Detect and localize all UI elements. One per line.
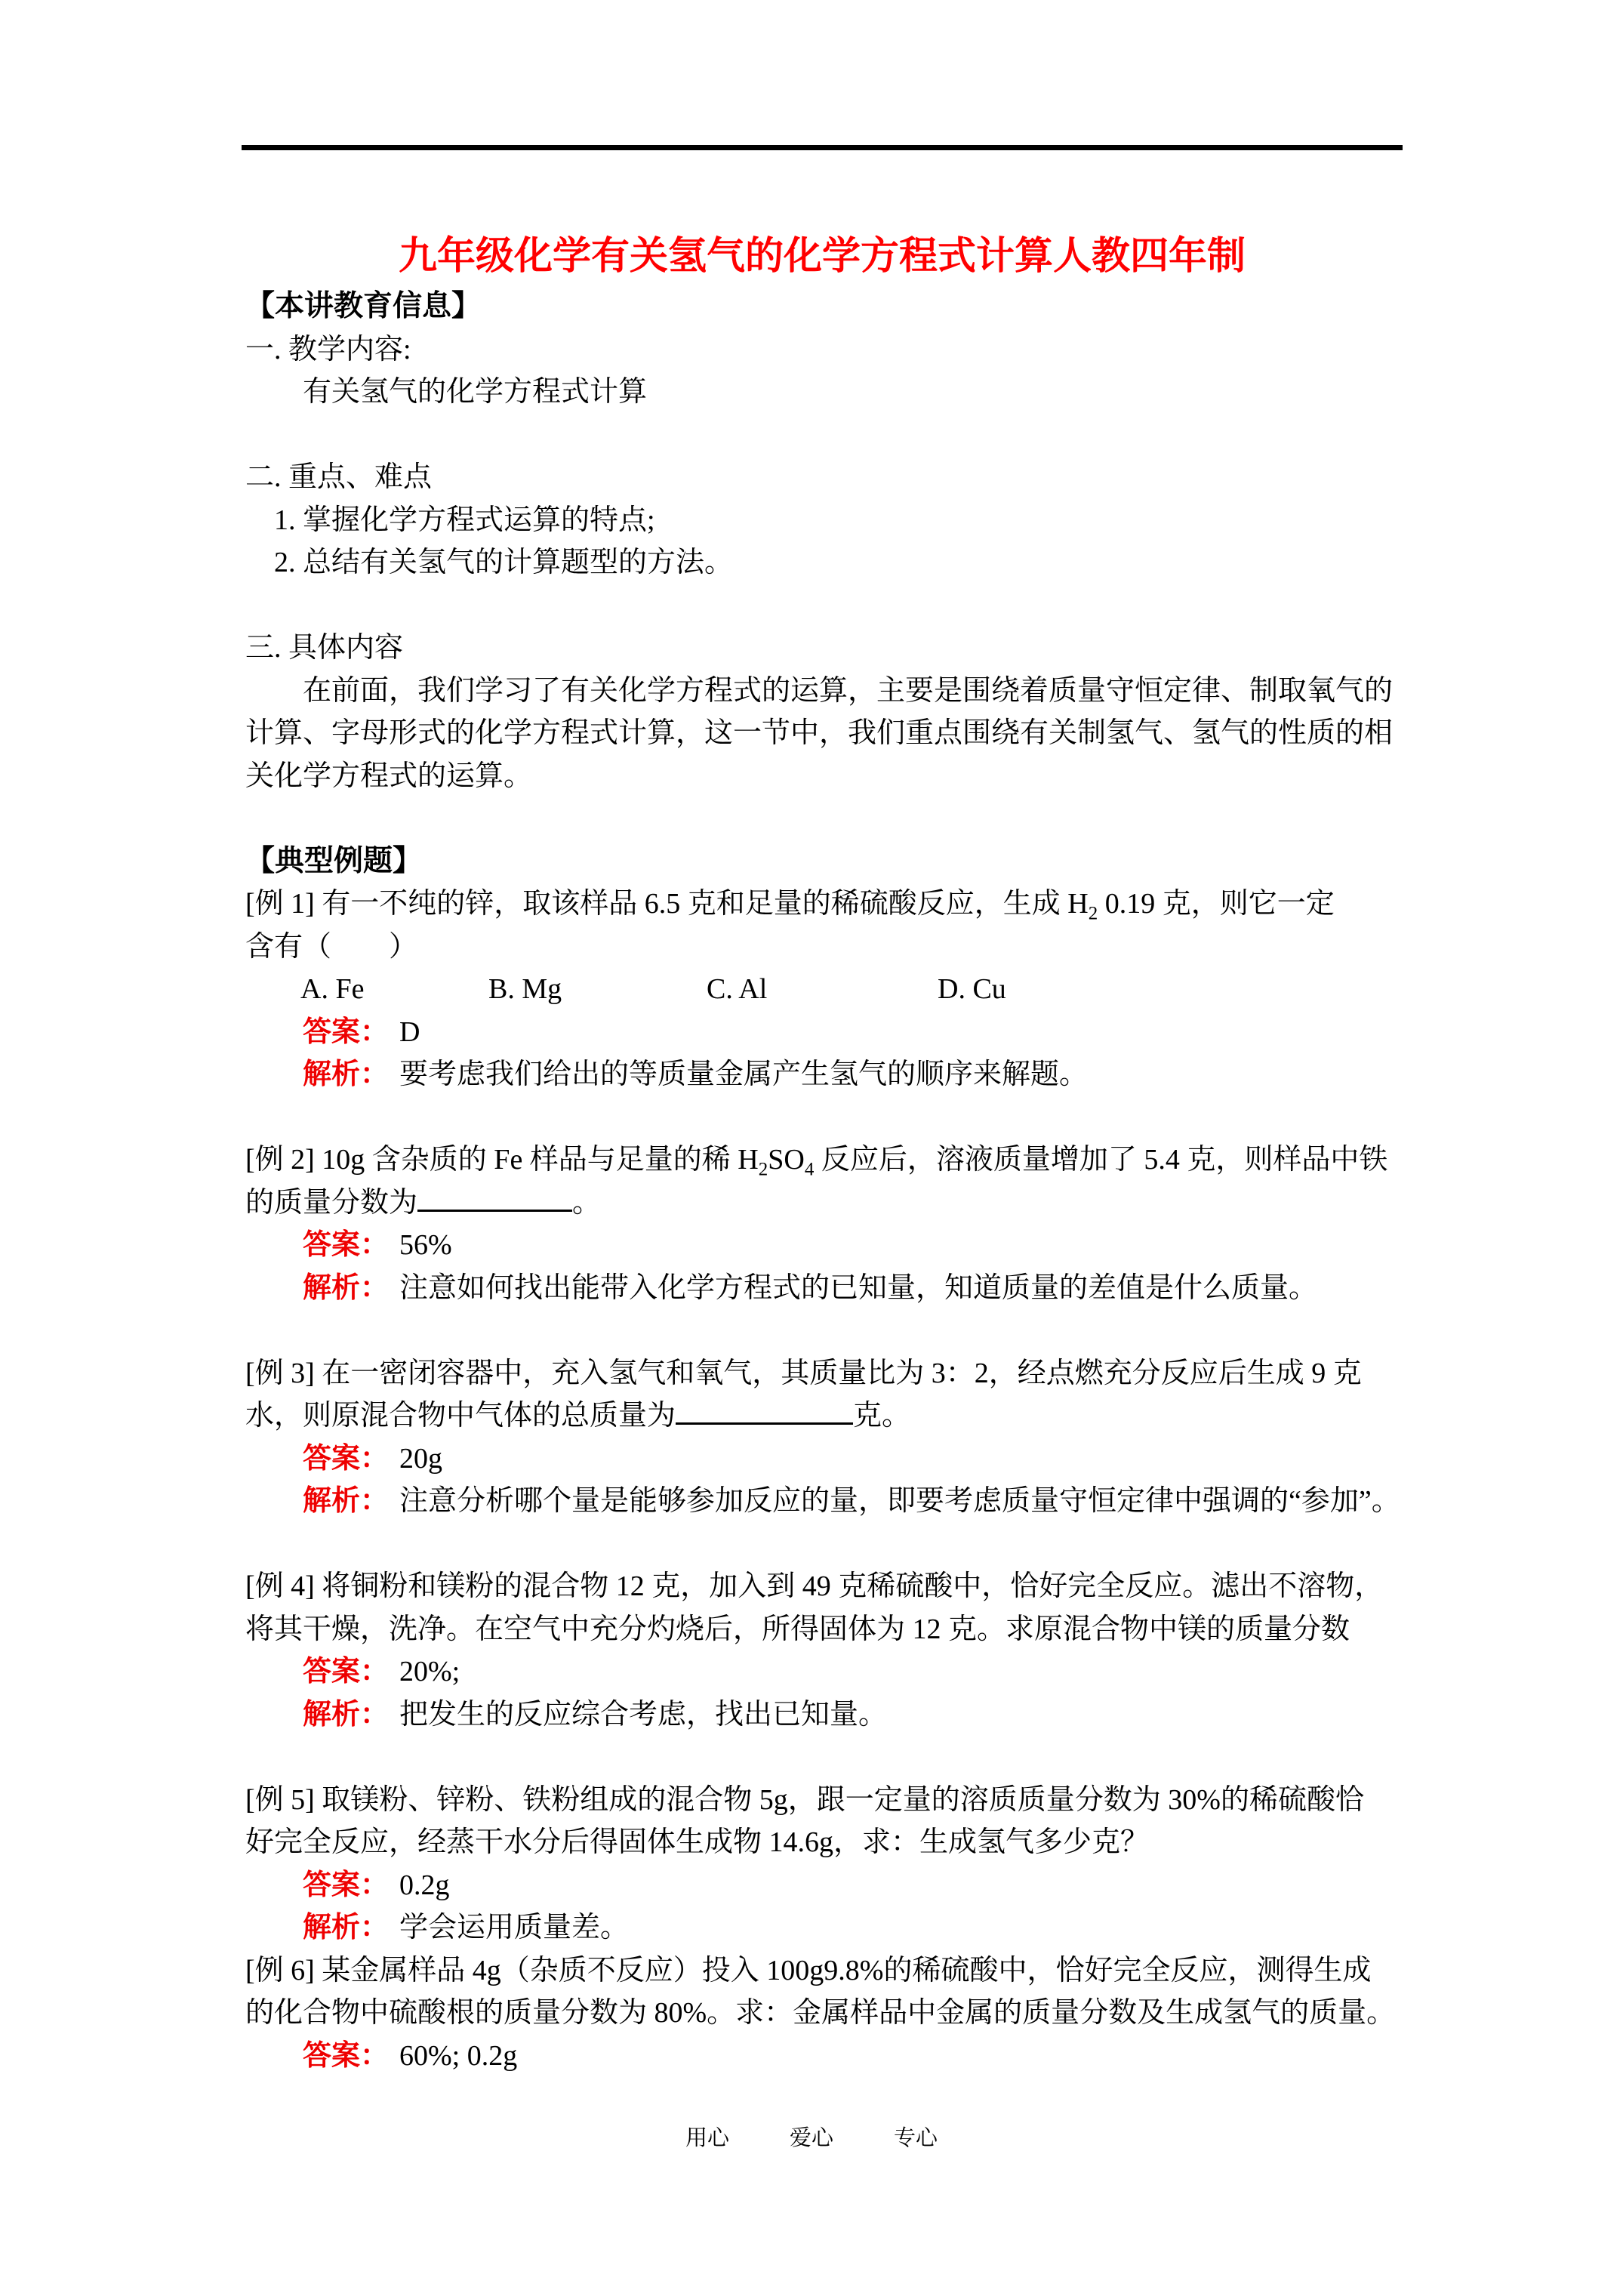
example-6-answer: [245, 2035, 1408, 2078]
example-2-text: 。: [572, 1186, 602, 1219]
example-2-text: SO: [768, 1144, 805, 1176]
content-heading: 三. 具体内容: [245, 632, 404, 664]
blank-line: [245, 797, 1408, 840]
analysis-value: 注意如何找出能带入化学方程式的已知量，知道质量的差值是什么质量。: [399, 1271, 1318, 1304]
example-4-answer: [245, 1650, 1408, 1693]
example-2-text: 反应后，溶液质量增加了 5.4 克，则样品中铁: [814, 1144, 1388, 1176]
example-5-line-1: [例 5] 取镁粉、锌粉、铁粉组成的混合物 5g，跟一定量的溶质质量分数为 30%的稀硫酸恰: [245, 1783, 1364, 1816]
example-3-line-2: [245, 1395, 1408, 1438]
answer-value: D: [399, 1015, 420, 1048]
option-b: B. Mg: [488, 973, 562, 1005]
blank-line: [245, 1309, 1408, 1352]
option-a: A. Fe: [300, 973, 365, 1005]
example-6-line-1: [例 6] 某金属样品 4g（杂质不反应）投入 100g9.8%的稀硫酸中，恰好完全反应，测得生成: [245, 1954, 1372, 1986]
analysis-value: 注意分析哪个量是能够参加反应的量，即要考虑质量守恒定律中强调的“参加”。: [399, 1485, 1400, 1517]
subscript: 4: [804, 1159, 815, 1180]
example-1-line-1: [245, 883, 1408, 926]
answer-value: 56%: [399, 1229, 452, 1261]
keypoints-item-1: 1. 掌握化学方程式运算的特点;: [274, 504, 655, 536]
keypoints-item-2: 2. 总结有关氢气的计算题型的方法。: [274, 547, 734, 578]
example-4-line-1: [例 4] 将铜粉和镁粉的混合物 12 克，加入到 49 克稀硫酸中，恰好完全反应。滤出不溶物，: [245, 1570, 1384, 1602]
analysis-label: 解析：: [303, 1271, 390, 1304]
option-d: D. Cu: [938, 973, 1006, 1005]
example-1-text: [例 1] 有一不纯的锌，取该样品 6.5 克和足量的稀硫酸反应，生成 H: [245, 888, 1089, 920]
example-2-line-1: [245, 1139, 1408, 1182]
fill-in-blank: [676, 1400, 853, 1425]
example-1-text: 0.19 克，则它一定: [1098, 888, 1335, 920]
example-1-answer: [245, 1011, 1408, 1054]
blank-line: [245, 1096, 1408, 1139]
answer-label: 答案：: [303, 1656, 390, 1687]
answer-label: 答案：: [303, 1015, 390, 1048]
answer-label: 答案：: [303, 2039, 390, 2072]
example-1-analysis: [245, 1053, 1408, 1096]
document-body: [245, 285, 1408, 2077]
analysis-label: 解析：: [303, 1485, 390, 1517]
example-1-options: [245, 968, 1408, 1011]
example-3-analysis: [245, 1480, 1408, 1523]
example-2-analysis: [245, 1267, 1408, 1310]
blank-line: [245, 1736, 1408, 1779]
example-3-text: 克。: [853, 1400, 911, 1432]
examples-section-header: 【典型例题】: [245, 844, 423, 877]
analysis-label: 解析：: [303, 1059, 390, 1090]
content-paragraph-line-3: 关化学方程式的运算。: [245, 760, 533, 792]
page-footer: [0, 2123, 1623, 2153]
example-5-analysis: [245, 1906, 1408, 1949]
doc-title: 九年级化学有关氢气的化学方程式计算人教四年制: [398, 236, 1246, 278]
blank-line: [245, 1523, 1408, 1566]
example-2-text: [例 2] 10g 含杂质的 Fe 样品与足量的稀 H: [245, 1144, 759, 1176]
footer-word: 用心: [685, 2126, 729, 2150]
blank-line: [245, 584, 1408, 627]
answer-value: 20g: [399, 1442, 443, 1475]
example-3-answer: [245, 1438, 1408, 1481]
example-4-analysis: [245, 1693, 1408, 1737]
top-rule: [242, 145, 1403, 150]
content-paragraph-line-1: 在前面，我们学习了有关化学方程式的运算，主要是围绕着质量守恒定律、制取氧气的: [303, 674, 1394, 707]
example-3-line-1: [例 3] 在一密闭容器中，充入氢气和氧气，其质量比为 3：2，经点燃充分反应后生成 9 克: [245, 1357, 1362, 1389]
answer-value: 0.2g: [399, 1869, 450, 1901]
example-5-answer: [245, 1864, 1408, 1907]
teaching-content-heading: 一. 教学内容:: [245, 333, 411, 365]
option-c: C. Al: [707, 973, 768, 1005]
example-2-answer: [245, 1224, 1408, 1267]
analysis-value: 把发生的反应综合考虑，找出已知量。: [399, 1698, 888, 1730]
footer-word: 爱心: [789, 2126, 833, 2150]
answer-value: 20%;: [399, 1656, 460, 1687]
content-paragraph-line-2: 计算、字母形式的化学方程式计算，这一节中，我们重点围绕有关制氢气、氢气的性质的相: [245, 717, 1394, 749]
example-2-line-2: [245, 1182, 1408, 1225]
answer-label: 答案：: [303, 1442, 390, 1475]
subscript: 2: [758, 1159, 768, 1180]
keypoints-heading: 二. 重点、难点: [245, 461, 433, 493]
example-6-line-2: 的化合物中硫酸根的质量分数为 80%。求：金属样品中金属的质量分数及生成氢气的质量。: [245, 1997, 1396, 2029]
analysis-value: 要考虑我们给出的等质量金属产生氢气的顺序来解题。: [399, 1059, 1089, 1090]
analysis-label: 解析：: [303, 1698, 390, 1730]
fill-in-blank: [417, 1187, 572, 1212]
teaching-content-body: 有关氢气的化学方程式计算: [303, 376, 648, 408]
answer-value: 60%; 0.2g: [399, 2039, 518, 2072]
answer-label: 答案：: [303, 1229, 390, 1261]
blank-line: [245, 414, 1408, 457]
analysis-value: 学会运用质量差。: [399, 1912, 630, 1943]
example-3-text: 水，则原混合物中气体的总质量为: [245, 1400, 676, 1432]
analysis-label: 解析：: [303, 1912, 390, 1943]
example-2-text: 的质量分数为: [245, 1186, 418, 1219]
info-section-header: 【本讲教育信息】: [245, 290, 482, 322]
answer-label: 答案：: [303, 1869, 390, 1901]
example-5-line-2: 好完全反应，经蒸干水分后得固体生成物 14.6g，求：生成氢气多少克？: [245, 1826, 1150, 1858]
footer-word: 专心: [894, 2126, 938, 2150]
example-1-line-2: 含有（ ）: [245, 930, 418, 963]
subscript: 2: [1088, 903, 1098, 924]
example-4-line-2: 将其干燥，洗净。在空气中充分灼烧后，所得固体为 12 克。求原混合物中镁的质量分数: [245, 1613, 1350, 1645]
